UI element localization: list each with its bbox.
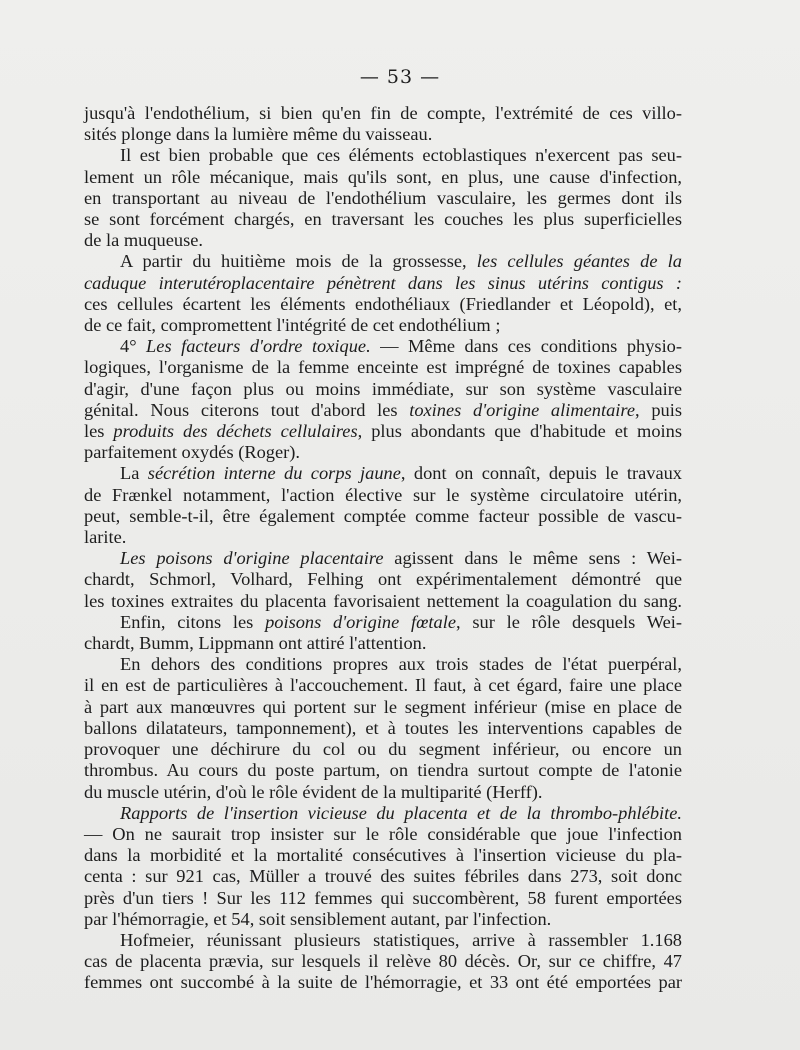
text-line: sités plonge dans la lumière même du vaisseau. bbox=[84, 124, 433, 145]
text-line: La sécrétion interne du corps jaune, dont on connaît, depuis le travaux bbox=[120, 463, 682, 484]
text-line: — On ne saurait trop insister sur le rôle considérable que joue l'infection bbox=[84, 823, 682, 844]
text-line: se sont forcément chargés, en traversant les couches les plus superficielles bbox=[84, 209, 682, 230]
text-line: en transportant au niveau de l'endothélium vasculaire, les germes dont ils bbox=[84, 187, 682, 208]
text-line: de ce fait, compromettent l'intégrité de cet endothélium ; bbox=[84, 315, 501, 336]
text-line: les produits des déchets cellulaires, plus abondants que d'habitude et moins bbox=[84, 421, 682, 442]
text-line: les toxines extraites du placenta favorisaient nettement la coagulation du sang. bbox=[84, 590, 682, 611]
text-line: chardt, Schmorl, Volhard, Felhing ont expérimentalement démontré que bbox=[84, 569, 682, 590]
text-line: logiques, l'organisme de la femme enceinte est imprégné de toxines capables bbox=[84, 357, 682, 378]
text-line: Il est bien probable que ces éléments ectoblastiques n'exercent pas seu- bbox=[120, 145, 682, 166]
text-line: du muscle utérin, d'où le rôle évident de la multiparité (Herff). bbox=[84, 781, 543, 802]
text-line: ces cellules écartent les éléments endothéliaux (Friedlander et Léopold), et, bbox=[84, 293, 682, 314]
text-line: ballons dilatateurs, tamponnement), et à toutes les interventions capables de bbox=[84, 717, 682, 738]
text-line: 4° Les facteurs d'ordre toxique. — Même dans ces conditions physio- bbox=[120, 336, 682, 357]
section-heading-line: Rapports de l'insertion vicieuse du placenta et de la thrombo-phlébite. bbox=[120, 802, 682, 823]
text-line: à part aux manœuvres qui portent sur le segment inférieur (mise en place de bbox=[84, 696, 682, 717]
text-line: centa : sur 921 cas, Müller a trouvé des suites fébriles dans 273, soit donc bbox=[84, 866, 682, 887]
text-line: larite. bbox=[84, 527, 127, 548]
text-line: jusqu'à l'endothélium, si bien qu'en fin de compte, l'extrémité de ces villo- bbox=[84, 103, 682, 123]
text-line: peut, semble-t-il, être également comptée comme facteur possible de vascu- bbox=[84, 505, 682, 526]
text-line: de Frænkel notamment, l'action élective sur le système circulatoire utérin, bbox=[84, 484, 682, 505]
text-line: lement un rôle mécanique, mais qu'ils sont, en plus, une cause d'infection, bbox=[84, 166, 682, 187]
text-line: chardt, Bumm, Lippmann ont attiré l'attention. bbox=[84, 633, 427, 654]
text-line: de la muqueuse. bbox=[84, 230, 203, 251]
text-line: parfaitement oxydés (Roger). bbox=[84, 442, 301, 463]
text-line: dans la morbidité et la mortalité consécutives à l'insertion vicieuse du pla- bbox=[84, 845, 682, 866]
text-line: En dehors des conditions propres aux trois stades de l'état puerpéral, bbox=[120, 654, 682, 675]
text-line: caduque interutéroplacentaire pénètrent dans les sinus utérins contigus : bbox=[84, 272, 682, 293]
text-line: génital. Nous citerons tout d'abord les toxines d'origine alimentaire, puis bbox=[84, 399, 682, 420]
text-line: cas de placenta prævia, sur lesquels il relève 80 décès. Or, sur ce chiffre, 47 bbox=[84, 951, 682, 972]
text-line: Les poisons d'origine placentaire agissent dans le même sens : Wei- bbox=[120, 548, 682, 569]
text-line: d'agir, d'une façon plus ou moins immédiate, sur son système vasculaire bbox=[84, 378, 682, 399]
text-line: A partir du huitième mois de la grossesse, les cellules géantes de la bbox=[120, 251, 682, 272]
page-number: — 53 — bbox=[359, 66, 441, 88]
text-line: par l'hémorragie, et 54, soit sensiblement autant, par l'infection. bbox=[84, 908, 552, 929]
text-line: provoquer une déchirure du col ou du segment inférieur, ou encore un bbox=[84, 739, 682, 760]
text-line: Enfin, citons les poisons d'origine fœtale, sur le rôle desquels Wei- bbox=[120, 611, 682, 632]
text-line: femmes ont succombé à la suite de l'hémorragie, et 33 ont été emportées par bbox=[84, 972, 682, 993]
text-line: Hofmeier, réunissant plusieurs statistiques, arrive à rassembler 1.168 bbox=[120, 929, 682, 950]
body-text bbox=[84, 103, 682, 994]
text-line: thrombus. Au cours du poste partum, on tiendra surtout compte de l'atonie bbox=[84, 760, 682, 781]
text-line: près d'un tiers ! Sur les 112 femmes qui succombèrent, 58 furent emportées bbox=[84, 887, 682, 908]
text-line: il en est de particulières à l'accouchement. Il faut, à cet égard, faire une place bbox=[84, 675, 682, 696]
